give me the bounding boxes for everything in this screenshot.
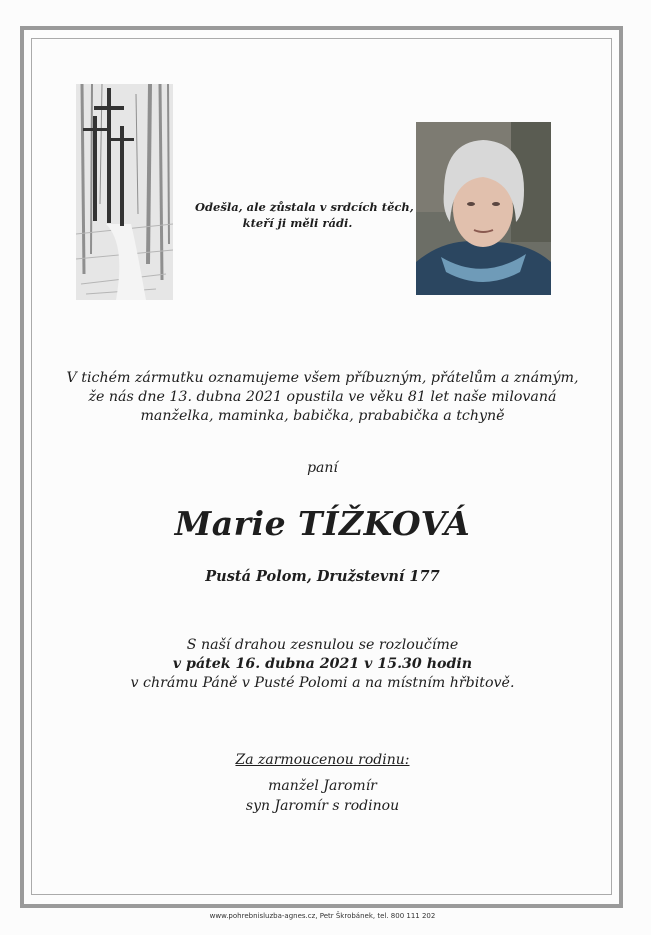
- family-member: syn Jaromír s rodinou: [245, 798, 400, 814]
- funeral-line-1: S naší drahou zesnulou se rozloučíme: [186, 637, 459, 653]
- memorial-quote: [195, 199, 414, 231]
- announcement-line-1: V tichém zármutku oznamujeme všem příbuzným, přátelům a známým,: [66, 370, 579, 386]
- funeral-date-time: v pátek 16. dubna 2021 v 15.30 hodin: [172, 656, 473, 672]
- three-crosses-image: [76, 84, 173, 300]
- quote-line-2: kteří ji měli rádi.: [242, 216, 353, 230]
- portrait-photo: [416, 122, 551, 295]
- funeral-service-footer: www.pohrebnisluzba-agnes.cz, Petr Škrobánek, tel. 800 111 202: [209, 912, 436, 920]
- family-heading: Za zarmoucenou rodinu:: [235, 752, 410, 768]
- family-signature: [40, 750, 605, 816]
- deceased-name: Marie TÍŽKOVÁ: [174, 504, 471, 543]
- announcement-text: [40, 369, 605, 426]
- family-member: manžel Jaromír: [268, 778, 377, 794]
- deceased-address: Pustá Polom, Družstevní 177: [205, 568, 440, 585]
- funeral-location: v chrámu Páně v Pusté Polomi a na místním hřbitově.: [130, 675, 515, 691]
- announcement-line-2: že nás dne 13. dubna 2021 opustila ve věku 81 let naše milovaná: [88, 389, 557, 405]
- quote-line-1: Odešla, ale zůstala v srdcích těch,: [195, 200, 414, 214]
- funeral-details: [40, 636, 605, 693]
- announcement-line-3: manželka, maminka, babička, prababička a tchyně: [140, 408, 505, 424]
- salutation: paní: [307, 460, 338, 476]
